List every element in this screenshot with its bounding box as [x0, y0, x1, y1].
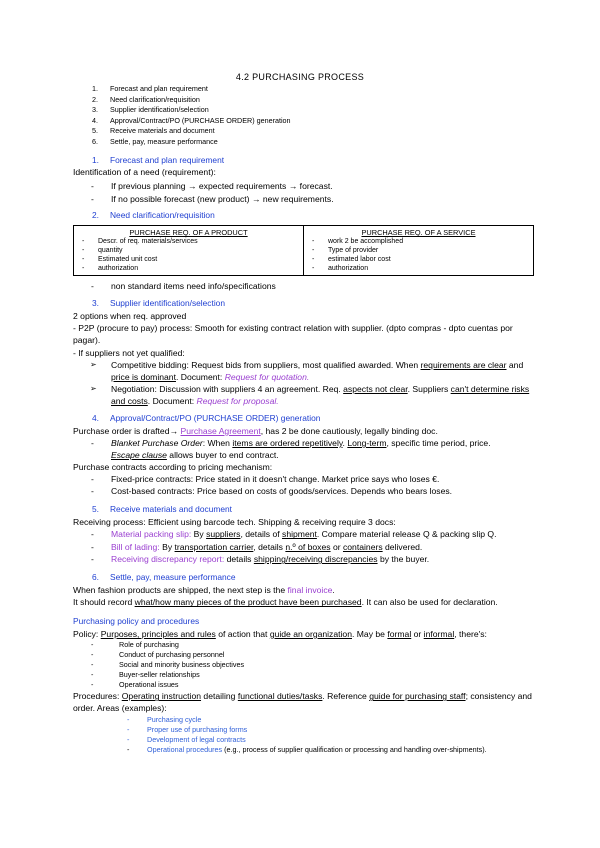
section-1-body	[73, 167, 533, 205]
list-item: - Social and minority business objectives	[91, 660, 245, 670]
paragraph: When fashion products are shipped, the next step is the final invoice.	[73, 585, 335, 595]
list-item: - non standard items need info/specifications	[91, 281, 276, 291]
section-1-intro: Identification of a need (requirement):	[73, 167, 216, 177]
list-item: - estimated labor cost	[312, 256, 391, 264]
list-item: - Cost-based contracts: Price based on costs of goods/services. Depends who bears loses.	[91, 486, 453, 496]
list-item: - Descr. of req. materials/services	[82, 238, 198, 246]
toc-item: 4. Approval/Contract/PO (PURCHASE ORDER) generation	[92, 115, 291, 125]
list-item: - Material packing slip: By suppliers, details of shipment. Compare material release Q & packing slip Q.	[91, 529, 497, 540]
list-item: - Purchasing cycle	[127, 714, 202, 724]
list-item: - authorization	[82, 265, 139, 273]
product-requisition-cell	[74, 226, 304, 276]
arrowhead-bullet-icon: ➢	[90, 384, 97, 394]
paragraph: Receiving process: Efficient using barcode tech. Shipping & receiving require 3 docs:	[73, 517, 396, 527]
list-item: - work 2 be accomplished	[312, 238, 404, 246]
paragraph: - P2P (procure to pay) process: Smooth for existing contract relation with supplier. (dpto compras - dpto cuentas por pagar).	[73, 323, 513, 346]
list-item: - If no possible forecast (new product) → new requirements.	[91, 194, 334, 205]
list-item: - authorization	[312, 265, 369, 273]
section-5-body	[73, 516, 533, 566]
procedure-list	[73, 715, 533, 755]
toc-item: 3. Supplier identification/selection	[92, 105, 209, 115]
list-item: - Development of legal contracts	[127, 734, 246, 744]
list-item-blanket-po: - Blanket Purchase Order: When items are ordered repetitively. Long-term, specific time period, price. Escape clause allows buyer to end contract.	[91, 438, 491, 460]
policy-body	[73, 628, 533, 755]
paragraph: Purchase order is drafted→ Purchase Agreement, has 2 be done cautiously, legally binding doc.	[73, 426, 438, 436]
section-2-note	[73, 281, 533, 292]
paragraph: 2 options when req. approved	[73, 311, 187, 321]
page-title: 4.2 PURCHASING PROCESS	[235, 72, 365, 82]
list-item: - Buyer-seller relationships	[91, 670, 200, 680]
toc-item: 2. Need clarification/requisition	[92, 94, 200, 104]
list-item: - Operational procedures (e.g., process of supplier qualification or processing and handling over-shipments).	[127, 744, 487, 754]
section-4-body	[73, 425, 533, 497]
paragraph: Procedures: Operating instruction detailing functional duties/tasks. Reference guide for purchasing staff; consistency and order. Areas (examples):	[73, 691, 532, 714]
list-item: - Operational issues	[91, 680, 179, 690]
section-4-heading: 4. Approval/Contract/PO (PURCHASE ORDER) generation	[92, 413, 321, 423]
section-1-heading: 1. Forecast and plan requirement	[92, 155, 225, 165]
section-6-body	[73, 584, 533, 609]
paragraph: It should record what/how many pieces of the product have been purchased. It can also be used for declaration.	[73, 597, 498, 608]
policy-list	[73, 640, 533, 690]
list-item: - Fixed-price contracts: Price stated in it doesn't change. Market price says who loses €.	[91, 474, 440, 484]
toc-item: 5. Receive materials and document	[92, 126, 215, 136]
paragraph: Policy: Purposes, principles and rules of action that guide an organization. May be formal or informal, there's:	[73, 629, 487, 639]
section-2-heading: 2. Need clarification/requisition	[92, 210, 215, 220]
toc-item: 1. Forecast and plan requirement	[92, 84, 208, 93]
list-item: - quantity	[82, 247, 123, 255]
section-5-heading: 5. Receive materials and document	[92, 504, 232, 514]
list-item: - Bill of lading: By transportation carrier, details n.º of boxes or containers delivered.	[91, 541, 423, 552]
list-item: - If previous planning → expected requirements → forecast.	[91, 180, 333, 191]
requisition-table	[73, 225, 534, 276]
paragraph: - If suppliers not yet qualified:	[73, 347, 185, 358]
bullet-competitive-bidding: ➢ Competitive bidding: Request bids from suppliers, most qualified awarded. When requirements are clear and price is dominant. Document: Request for quotation.	[90, 359, 524, 383]
list-item: - Type of provider	[312, 247, 379, 255]
section-3-heading: 3. Supplier identification/selection	[92, 298, 225, 308]
purchase-agreement-link[interactable]: Purchase Agreement	[180, 426, 261, 436]
policy-procedures-heading: Purchasing policy and procedures	[73, 616, 200, 626]
list-item: - Estimated unit cost	[82, 256, 158, 264]
bullet-negotiation: ➢ Negotiation: Discussion with suppliers 4 an agreement. Req. aspects not clear. Suppliers can't determine risks and costs. Document: Request for proposal.	[90, 384, 530, 407]
arrowhead-bullet-icon: ➢	[90, 359, 97, 369]
list-item: - Receiving discrepancy report: details shipping/receiving discrepancies by the buyer.	[91, 554, 430, 565]
service-requisition-cell	[304, 226, 534, 276]
service-requisition-title: PURCHASE REQ. OF A SERVICE	[361, 228, 476, 237]
paragraph: Purchase contracts according to pricing mechanism:	[73, 462, 273, 472]
list-item: - Conduct of purchasing personnel	[91, 650, 225, 660]
table-of-contents	[92, 84, 291, 148]
product-requisition-title: PURCHASE REQ. OF A PRODUCT	[129, 228, 248, 237]
toc-item: 6. Settle, pay, measure performance	[92, 136, 218, 146]
list-item: - Role of purchasing	[91, 640, 179, 650]
section-3-body	[73, 310, 533, 408]
list-item: - Proper use of purchasing forms	[127, 724, 248, 734]
section-6-heading: 6. Settle, pay, measure performance	[92, 572, 236, 582]
